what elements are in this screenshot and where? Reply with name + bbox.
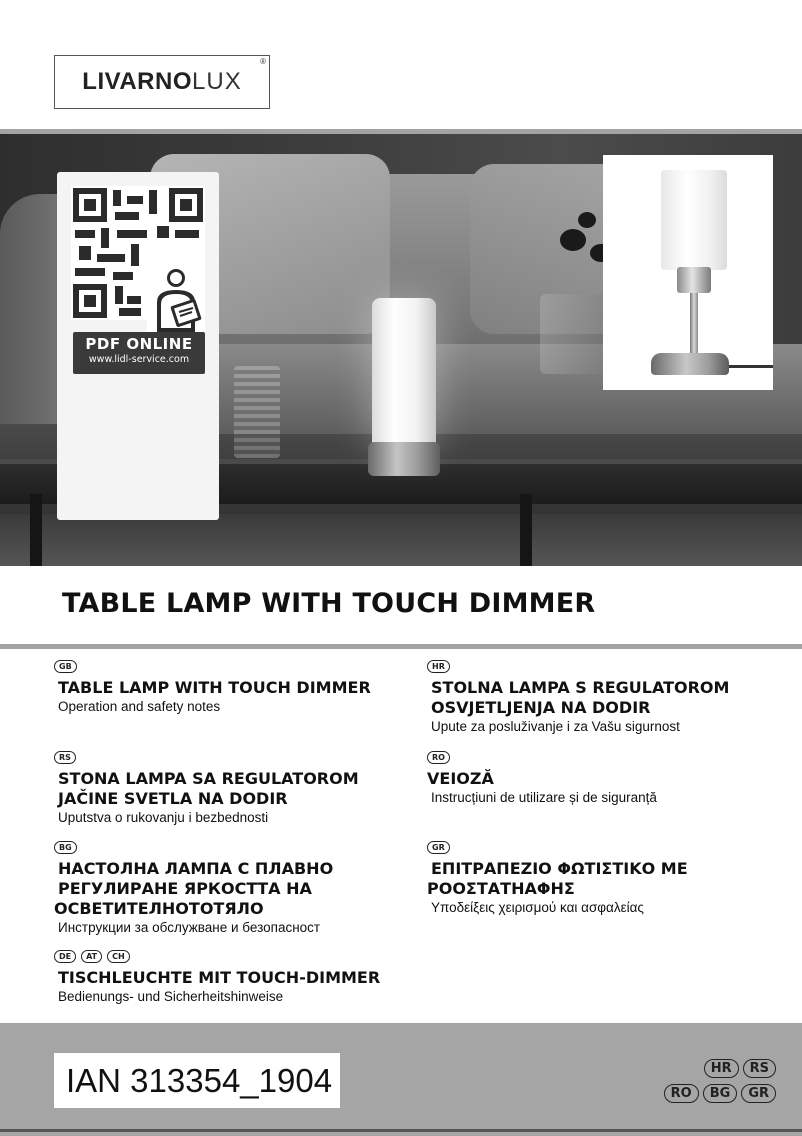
qr-finder	[169, 188, 203, 222]
lang-badges	[427, 841, 799, 855]
qr-module	[119, 308, 141, 316]
country-badge: GR	[741, 1084, 776, 1103]
lang-heading: STOLNA LAMPA S REGULATOROM	[431, 678, 730, 697]
footer-badge-row	[640, 1084, 776, 1103]
hero-glass	[234, 366, 280, 458]
hero-lamp-base	[368, 442, 440, 476]
country-badge: BG	[703, 1084, 738, 1103]
qr-module	[79, 246, 91, 260]
hero-table-leg	[30, 494, 42, 566]
lang-heading: STONA LAMPA SA REGULATOROM	[58, 769, 359, 788]
qr-module	[117, 230, 147, 238]
qr-module	[115, 212, 139, 220]
qr-module	[113, 190, 121, 206]
hero-flower	[560, 229, 586, 251]
qr-module	[101, 228, 109, 248]
qr-module	[113, 272, 133, 280]
lang-subtitle: Upute za posluživanje i za Vašu sigurnost	[431, 719, 680, 734]
lang-heading: TABLE LAMP WITH TOUCH DIMMER	[58, 678, 371, 697]
lang-heading: JAČINE SVETLA NA DODIR	[58, 789, 288, 808]
mid-divider	[0, 644, 802, 649]
logo-light-part: LUX	[192, 68, 242, 95]
qr-code[interactable]	[71, 186, 205, 320]
lang-subtitle: Uputstva o rukovanju i bezbednosti	[58, 810, 269, 825]
lang-block-rs	[54, 751, 426, 827]
pdf-online-badge[interactable]	[73, 332, 205, 374]
footer-country-badges	[640, 1059, 776, 1109]
country-badge: AT	[81, 950, 102, 963]
lang-subtitle: Operation and safety notes	[58, 699, 221, 714]
reader-icon	[147, 266, 205, 334]
lang-heading: РЕГУЛИРАНЕ ЯРКОСТТА НА	[58, 879, 312, 898]
lang-badges	[54, 751, 426, 765]
product-lamp-cable	[723, 365, 773, 368]
ian-number: IAN 313354_1904	[66, 1061, 333, 1099]
lang-heading: ОСВЕТИТЕЛНОТОТЯЛО	[54, 899, 264, 918]
lang-subtitle: Υποδείξεις χειρισμού και ασφαλείας	[431, 900, 644, 915]
lang-heading: OSVJETLJENJA NA DODIR	[431, 698, 651, 717]
country-badge: RS	[54, 751, 76, 764]
lang-heading: ΕΠΙΤΡΑΠΕΖΙΟ ΦΩΤΙΣΤΙΚΟ ΜΕ	[431, 859, 688, 878]
product-lamp-shade	[661, 170, 727, 270]
qr-finder	[73, 188, 107, 222]
qr-module	[75, 230, 95, 238]
qr-module	[175, 230, 199, 238]
lang-subtitle: Инструкции за обслужване и безопасност	[58, 920, 321, 935]
hero-lamp-shade	[372, 298, 436, 446]
qr-module	[75, 268, 105, 276]
product-lamp-base	[651, 353, 729, 375]
product-image	[603, 155, 773, 390]
ian-box	[54, 1053, 340, 1108]
country-badge: CH	[107, 950, 130, 963]
lang-heading: VEIOZĂ	[427, 769, 494, 788]
country-badge: DE	[54, 950, 76, 963]
footer-badge-row	[640, 1059, 776, 1078]
lang-badges	[427, 660, 799, 674]
page-title: TABLE LAMP WITH TOUCH DIMMER	[62, 588, 596, 619]
country-badge: RS	[743, 1059, 776, 1078]
lang-subtitle: Bedienungs- und Sicherheitshinweise	[58, 989, 284, 1004]
qr-card[interactable]	[57, 172, 219, 520]
logo-wordmark	[82, 68, 241, 96]
hero-table-leg	[520, 494, 532, 566]
lang-block-de	[54, 950, 426, 1006]
lang-block-hr	[427, 660, 799, 736]
lang-subtitle: Instrucțiuni de utilizare și de siguranță	[431, 790, 657, 805]
hero-flower	[578, 212, 596, 228]
lang-block-gr	[427, 841, 799, 917]
lang-block-bg	[54, 841, 426, 937]
qr-module	[149, 190, 157, 214]
qr-module	[131, 244, 139, 266]
qr-module	[115, 286, 123, 304]
country-badge: RO	[427, 751, 450, 764]
brand-logo	[54, 55, 270, 109]
lang-block-gb	[54, 660, 426, 716]
lang-badges	[54, 660, 426, 674]
lang-heading: НАСТОЛНА ЛАМПА С ПЛАВНО	[58, 859, 334, 878]
qr-module	[97, 254, 125, 262]
qr-module	[157, 226, 169, 238]
qr-module	[127, 296, 141, 304]
product-lamp-collar	[677, 267, 711, 293]
country-badge: GR	[427, 841, 450, 854]
footer-bottom-line	[0, 1129, 802, 1132]
country-badge: BG	[54, 841, 77, 854]
lang-heading: TISCHLEUCHTE MIT TOUCH-DIMMER	[58, 968, 381, 987]
pdf-online-label: PDF ONLINE	[85, 335, 193, 353]
registered-mark: ®	[260, 57, 266, 66]
lang-heading: ΡΟΟΣΤΑΤΗΑΦΗΣ	[427, 879, 575, 898]
qr-finder	[73, 284, 107, 318]
hero-vase	[540, 294, 610, 374]
lang-block-ro	[427, 751, 799, 807]
qr-module	[127, 196, 143, 204]
logo-bold-part: LIVARNO	[82, 68, 193, 95]
hero-floor	[0, 514, 802, 566]
country-badge: HR	[427, 660, 450, 673]
lang-badges	[54, 841, 426, 855]
country-badge: GB	[54, 660, 77, 673]
product-lamp-stem	[690, 293, 698, 357]
pdf-online-url[interactable]: www.lidl-service.com	[88, 354, 190, 365]
country-badge: HR	[704, 1059, 739, 1078]
country-badge: RO	[664, 1084, 699, 1103]
lang-badges	[54, 950, 426, 964]
lang-badges	[427, 751, 799, 765]
